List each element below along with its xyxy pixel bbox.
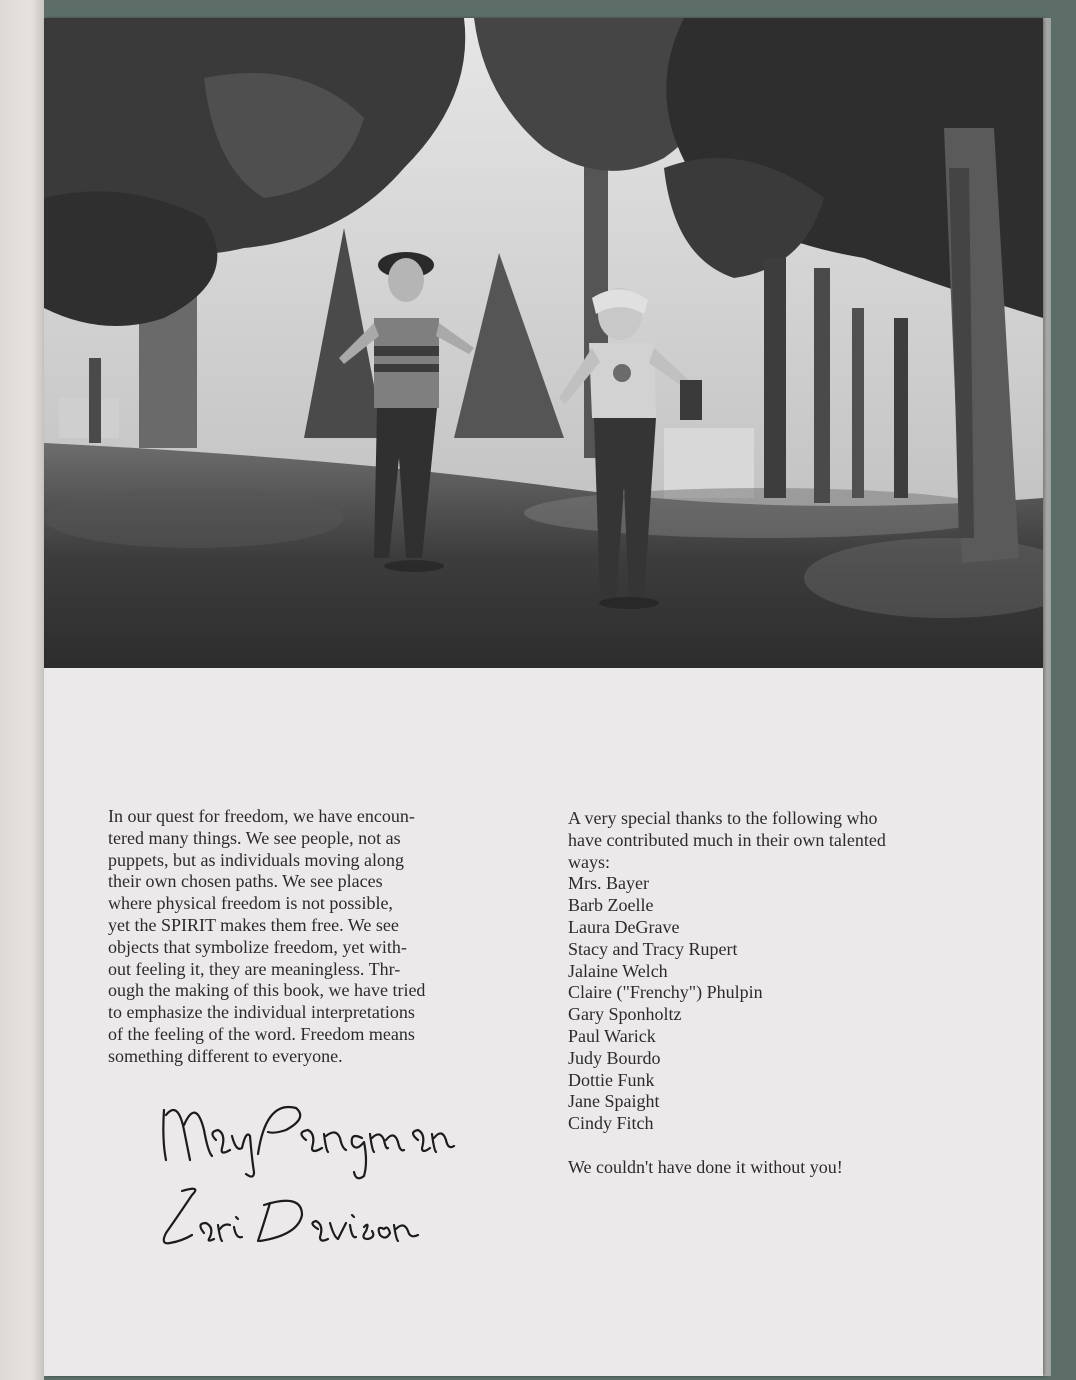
contributor-name: Barb Zoelle: [568, 895, 654, 916]
signature-mary-pangman: [156, 1090, 456, 1180]
text-line: objects that symbolize freedom, yet with-: [108, 936, 407, 957]
acknowledgments-intro: [568, 808, 1008, 873]
contributor-name: Cindy Fitch: [568, 1113, 654, 1134]
text-line: ough the making of this book, we have tried: [108, 980, 426, 1001]
text-line: In our quest for freedom, we have encoun-: [108, 806, 415, 826]
text-line: have contributed much in their own talented: [568, 829, 886, 850]
contributor-name: Gary Sponholtz: [568, 1004, 682, 1025]
intro-paragraph-text: [108, 806, 528, 1068]
text-line: yet the SPIRIT makes them free. We see: [108, 914, 399, 935]
text-line: out feeling it, they are meaningless. Thr-: [108, 958, 401, 979]
intro-paragraph: [108, 806, 528, 1068]
text-line: their own chosen paths. We see places: [108, 871, 383, 892]
contributor-name: Judy Bourdo: [568, 1047, 661, 1068]
closing-line: We couldn't have done it without you!: [568, 1156, 843, 1177]
contributor-name: Jalaine Welch: [568, 960, 668, 981]
contributor-name: Laura DeGrave: [568, 916, 680, 937]
yearbook-page: [44, 18, 1043, 1376]
text-line: to emphasize the individual interpretations: [108, 1002, 415, 1023]
page-stack-edge: [1043, 18, 1051, 1376]
text-line: ways:: [568, 851, 610, 872]
signature-lori-davison: [152, 1183, 422, 1263]
text-line: A very special thanks to the following who: [568, 808, 878, 828]
contributor-name: Stacy and Tracy Rupert: [568, 938, 738, 959]
photo-two-girls-running-in-park: [44, 18, 1043, 668]
contributor-name: Dottie Funk: [568, 1069, 655, 1090]
contributor-name: Mrs. Bayer: [568, 873, 649, 894]
facing-page-edge: [0, 0, 44, 1380]
text-line: of the feeling of the word. Freedom means: [108, 1023, 415, 1044]
text-line: where physical freedom is not possible,: [108, 893, 393, 914]
text-line: tered many things. We see people, not as: [108, 827, 401, 848]
text-line: puppets, but as individuals moving along: [108, 849, 404, 870]
acknowledgments: [568, 808, 1008, 1179]
contributor-list: [568, 873, 1008, 1135]
contributor-name: Claire ("Frenchy") Phulpin: [568, 982, 763, 1003]
contributor-name: Jane Spaight: [568, 1091, 660, 1112]
text-line: something different to everyone.: [108, 1045, 343, 1066]
contributor-name: Paul Warick: [568, 1025, 656, 1046]
